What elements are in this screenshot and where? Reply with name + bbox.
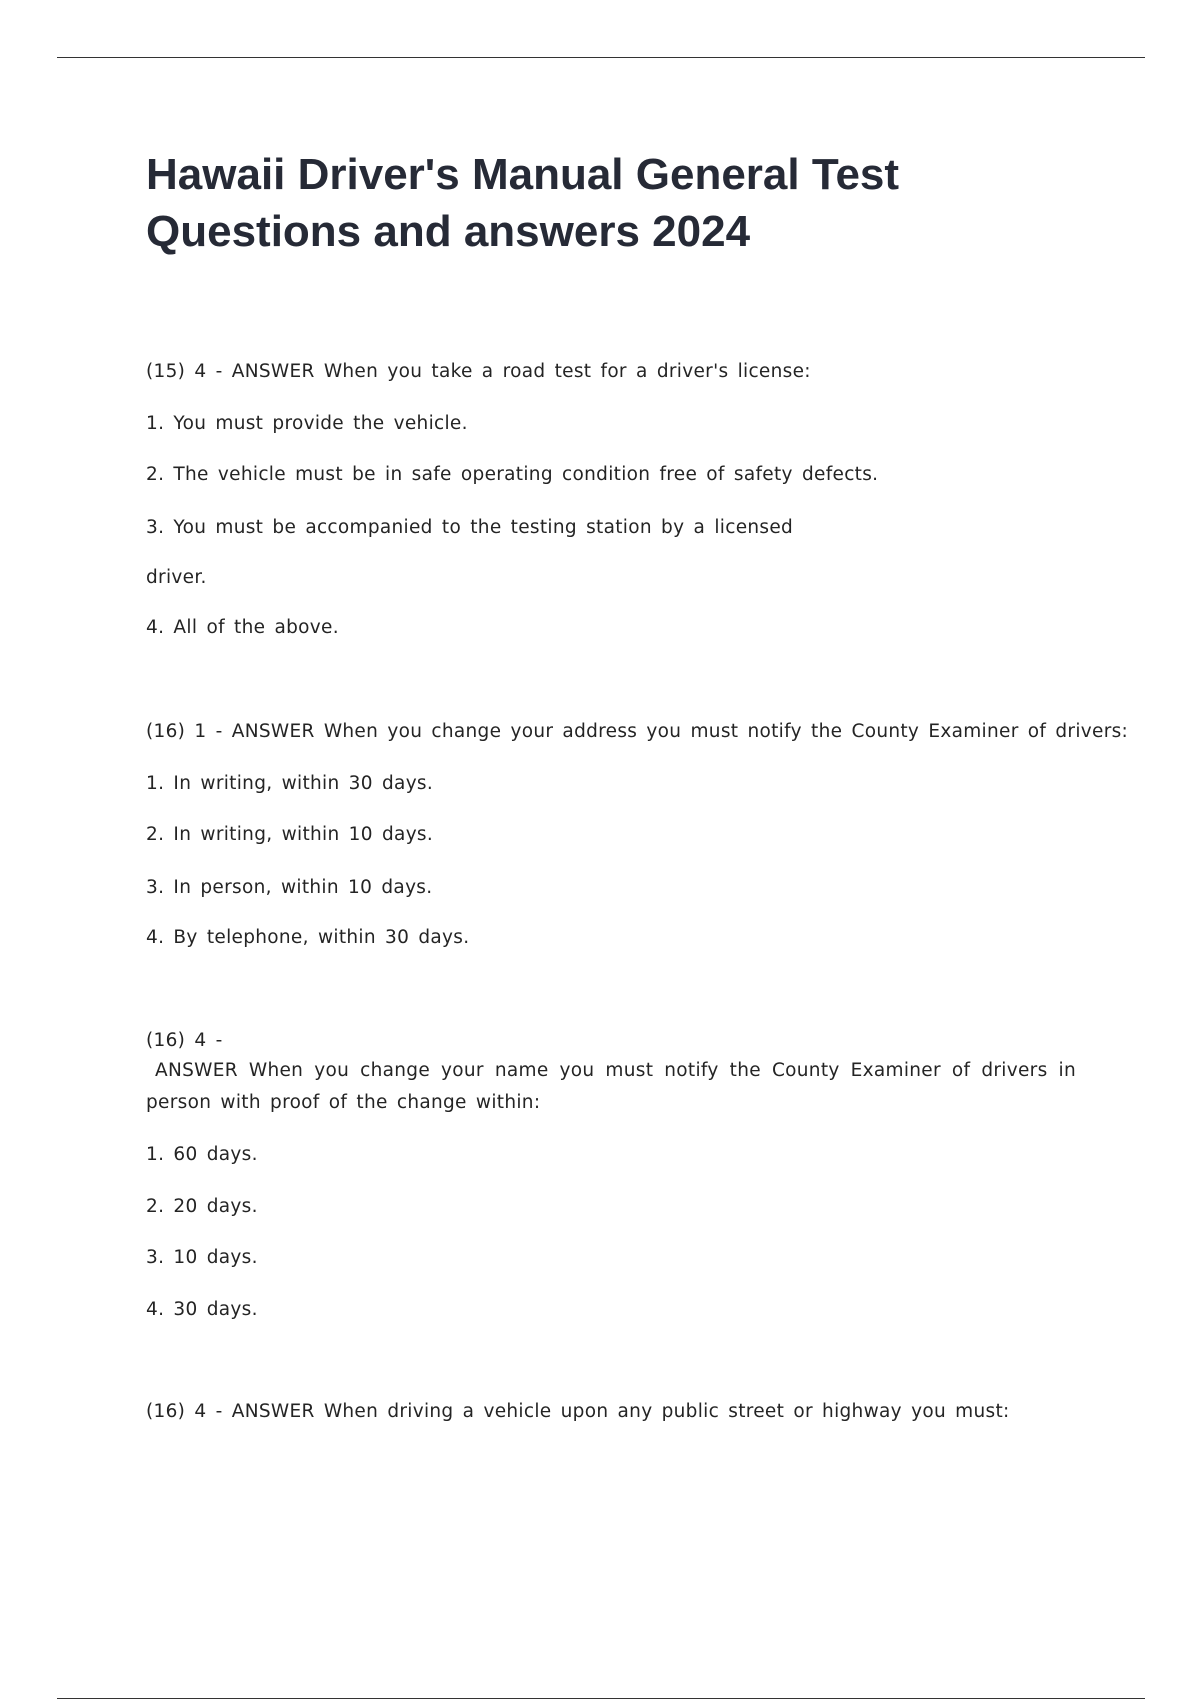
- answer-option: 3. You must be accompanied to the testing station by a licensed: [146, 517, 794, 538]
- answer-option-continuation: driver.: [146, 567, 207, 588]
- answer-option: 4. By telephone, within 30 days.: [146, 927, 470, 948]
- answer-option: 2. In writing, within 10 days.: [146, 824, 434, 845]
- question-prompt-head: (16) 4 -: [146, 1030, 223, 1051]
- answer-option: 1. In writing, within 30 days.: [146, 773, 434, 794]
- question-prompt: ANSWER When you change your name you must notify the County Examiner of drivers in person with proof of the change within:: [146, 1060, 1076, 1113]
- top-rule: [57, 57, 1145, 58]
- answer-option: 1. 60 days.: [146, 1144, 258, 1165]
- answer-option: 3. In person, within 10 days.: [146, 877, 433, 898]
- answer-option: 4. 30 days.: [146, 1299, 258, 1320]
- question-prompt: (16) 4 - ANSWER When driving a vehicle upon any public street or highway you must:: [146, 1401, 1010, 1422]
- answer-option: 3. 10 days.: [146, 1247, 258, 1268]
- answer-option: 1. You must provide the vehicle.: [146, 413, 468, 434]
- question-prompt: (15) 4 - ANSWER When you take a road test for a driver's license:: [146, 361, 811, 382]
- question-prompt: (16) 1 - ANSWER When you change your address you must notify the County Examiner of drivers:: [146, 721, 1129, 742]
- bottom-rule: [57, 1698, 1145, 1699]
- answer-option: 4. All of the above.: [146, 617, 339, 638]
- document-title: Hawaii Driver's Manual General Test Questions and answers 2024: [146, 150, 900, 256]
- answer-option: 2. The vehicle must be in safe operating condition free of safety defects.: [146, 464, 879, 485]
- answer-option: 2. 20 days.: [146, 1196, 258, 1217]
